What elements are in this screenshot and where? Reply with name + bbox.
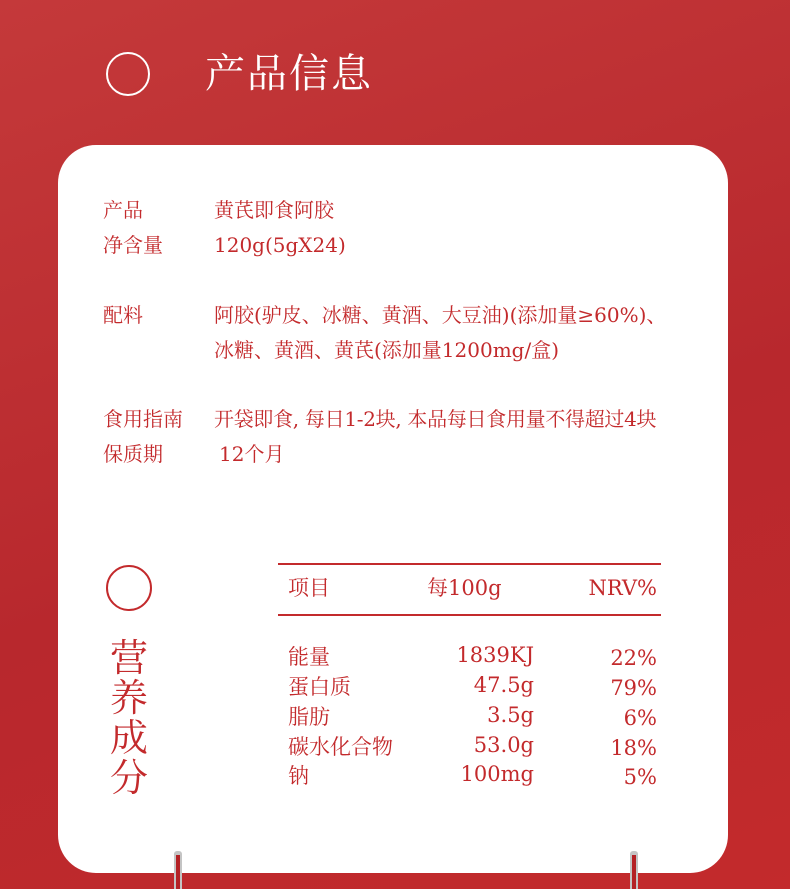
header-per-100g: 每100g [427, 576, 502, 600]
shelf-life-label: 保质期 [103, 442, 163, 466]
nutrition-circle-icon [106, 565, 152, 611]
header-item: 项目 [288, 576, 330, 600]
table-row-name: 能量 [288, 645, 330, 669]
table-row-amount: 47.5g [473, 673, 534, 697]
header-nrv: NRV% [588, 576, 657, 600]
table-row-amount: 53.0g [473, 733, 534, 757]
table-row-amount: 3.5g [487, 703, 534, 727]
net-content-value: 120g(5gX24) [214, 233, 346, 257]
product-value: 黄芪即食阿胶 [214, 198, 334, 222]
usage-value: 开袋即食, 每日1-2块, 本品每日食用量不得超过4块 [214, 407, 657, 431]
shelf-life-value: 12个月 [219, 442, 285, 466]
ingredients-line-2: 冰糖、黄酒、黄芪(添加量1200mg/盒) [214, 338, 560, 362]
table-row-name: 碳水化合物 [288, 735, 393, 759]
left-post [174, 851, 182, 889]
ingredients-line-1: 阿胶(驴皮、冰糖、黄酒、大豆油)(添加量≥60%)、 [214, 303, 667, 327]
table-row-amount: 100mg [460, 762, 534, 786]
table-row-nrv: 79% [610, 676, 657, 700]
usage-label: 食用指南 [103, 407, 183, 431]
table-row-nrv: 5% [623, 765, 657, 789]
right-post [630, 851, 638, 889]
page-title: 产品信息 [205, 51, 373, 97]
product-label: 产品 [103, 198, 143, 222]
table-row-nrv: 6% [623, 706, 657, 730]
table-header-rule [278, 614, 661, 616]
header-circle-icon [106, 52, 150, 96]
table-row-name: 钠 [288, 764, 309, 788]
table-row-amount: 1839KJ [456, 643, 534, 667]
table-row-name: 脂肪 [288, 705, 330, 729]
table-row-nrv: 18% [610, 736, 657, 760]
net-content-label: 净含量 [103, 233, 163, 257]
table-row-name: 蛋白质 [288, 675, 351, 699]
table-top-rule [278, 563, 661, 565]
nutrition-title: 营养成分 [109, 636, 148, 800]
table-row-nrv: 22% [610, 646, 657, 670]
ingredients-label: 配料 [103, 303, 143, 327]
